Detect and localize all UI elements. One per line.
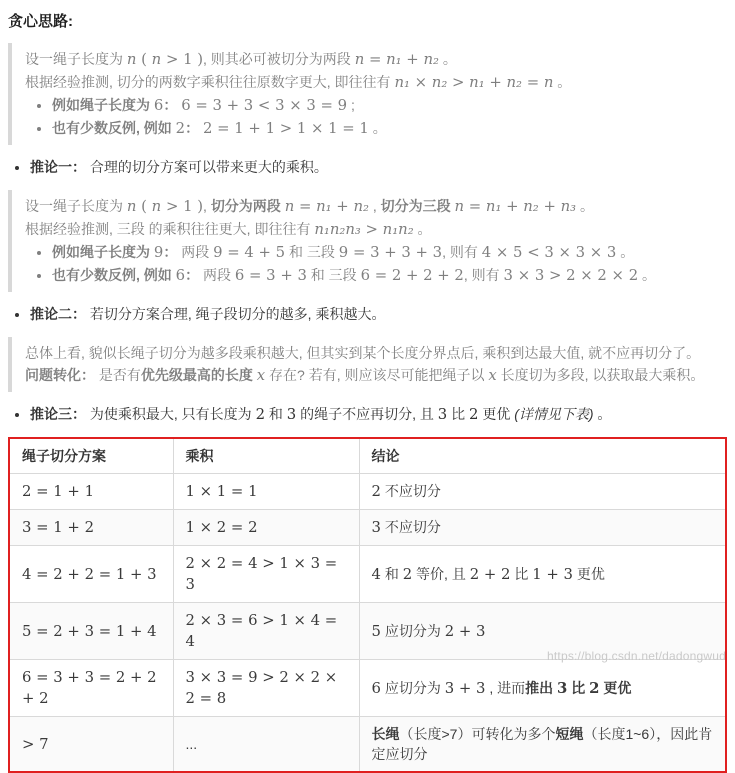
table-row [10,660,725,717]
inference-list-2 [8,304,727,325]
cell-plan: 2 = 1 + 1 [10,474,173,510]
cell-conclusion: 4 和 2 等价, 且 2 + 2 比 1 + 3 更优 [359,546,725,603]
inference-bullet-2: • 推论二： 若切分方案合理, 绳子段切分的越多, 乘积越大。 [30,304,727,325]
quote-bullet-item: • 也有少数反例, 例如 2： 2 = 1 + 1 > 1 × 1 = 1 。 [52,117,721,140]
cell-plan: 6 = 3 + 3 = 2 + 2 + 2 [10,660,173,717]
quote-paragraph: 总体上看, 貌似长绳子切分为越多段乘积越大, 但其实到某个长度分界点后, 乘积到达最大值, 就不应再切分了。 [25,345,701,361]
cell-conclusion: 3 不应切分 [359,510,725,546]
cell-conclusion: 长绳（长度>7）可转化为多个短绳（长度1~6），因此肯定应切分 [359,717,725,772]
quote-bullet-list [25,241,721,287]
rope-cut-table [10,439,725,771]
cell-plan: 3 = 1 + 2 [10,510,173,546]
header-cell-plan: 绳子切分方案 [10,439,173,474]
inference-list-1 [8,157,727,178]
table-row [10,474,725,510]
inference-bullet-1: • 推论一： 合理的切分方案可以带来更大的乘积。 [30,157,727,178]
quote-paragraph: 设一绳子长度为 n ( n > 1 ), 切分为两段 n = n₁ + n₂ , 切分为三段 n = n₁ + n₂ + n₃ 。 [25,198,594,215]
quote-paragraph: 设一绳子长度为 n ( n > 1 ), 则其必可被切分为两段 n = n₁ + n₂ 。 [25,51,457,68]
header-cell-product: 乘积 [173,439,359,474]
cell-plan: 4 = 2 + 2 = 1 + 3 [10,546,173,603]
cell-product: 2 × 2 = 4 > 1 × 3 = 3 [173,546,359,603]
cell-conclusion: 6 应切分为 3 + 3 , 进而推出 3 比 2 更优 [359,660,725,717]
cell-conclusion: 2 不应切分 [359,474,725,510]
inference-list-3 [8,404,727,425]
cell-plan: 5 = 2 + 3 = 1 + 4 [10,603,173,660]
table-header-row [10,439,725,474]
quote-bullet-item: • 例如绳子长度为 6： 6 = 3 + 3 < 3 × 3 = 9 ; [52,94,721,117]
table-row [10,546,725,603]
cell-conclusion: 5 应切分为 2 + 3 [359,603,725,660]
csdn-watermark-url: https://blog.csdn.net/dadongwud [547,649,726,663]
cell-plan: > 7 [10,717,173,772]
quote-block-3 [8,337,727,392]
inference-bullet-3: • 推论三： 为使乘积最大, 只有长度为 2 和 3 的绳子不应再切分, 且 3 比 2 更优 (详情见下表) 。 [30,404,727,425]
quote-block-1 [8,43,727,145]
quote-bullet-item: • 也有少数反例, 例如 6： 两段 6 = 3 + 3 和 三段 6 = 2 + 2 + 2, 则有 3 × 3 > 2 × 2 × 2 。 [52,264,721,287]
quote-bullet-item: • 例如绳子长度为 9： 两段 9 = 4 + 5 和 三段 9 = 3 + 3 + 3, 则有 4 × 5 < 3 × 3 × 3 。 [52,241,721,264]
table-row [10,603,725,660]
cell-product: 2 × 3 = 6 > 1 × 4 = 4 [173,603,359,660]
page-title: 贪心思路: [8,13,73,30]
article-content [8,10,727,773]
quote-paragraph: 问题转化： 是否有优先级最高的长度 x 存在? 若有, 则应该尽可能把绳子以 x 长度切为多段, 以获取最大乘积。 [25,367,705,384]
table-row [10,717,725,772]
cell-product: ... [173,717,359,772]
cell-product: 1 × 1 = 1 [173,474,359,510]
table-row [10,510,725,546]
quote-paragraph: 根据经验推测, 切分的两数字乘积往往原数字更大, 即往往有 n₁ × n₂ > n₁ + n₂ = n 。 [25,74,572,91]
quote-paragraph: 根据经验推测, 三段 的乘积往往更大, 即往往有 n₁n₂n₃ > n₁n₂ 。 [25,221,432,238]
cell-product: 3 × 3 = 9 > 2 × 2 × 2 = 8 [173,660,359,717]
highlight-red-box [8,437,727,773]
cell-product: 1 × 2 = 2 [173,510,359,546]
quote-bullet-list [25,94,721,140]
header-cell-conclusion: 结论 [359,439,725,474]
quote-block-2 [8,190,727,292]
